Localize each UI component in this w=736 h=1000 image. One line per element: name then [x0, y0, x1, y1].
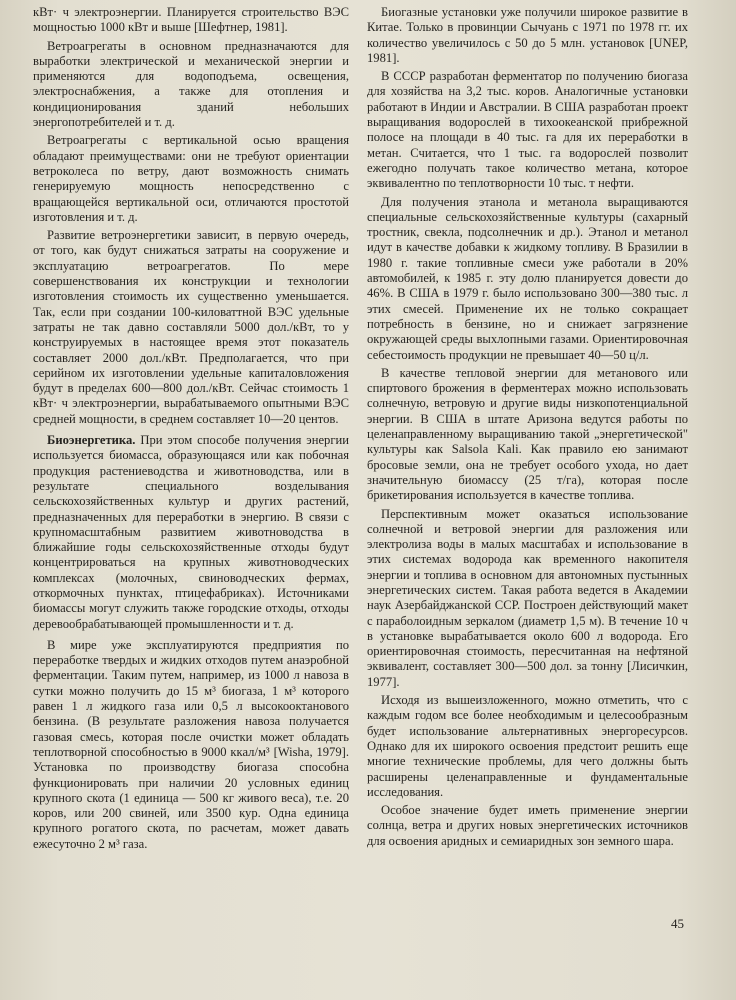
- paragraph-ussr-fermenter: В СССР разработан ферментатор по получению биогаза для хозяйства на 3,2 тыс. коров. Аналогичные установки работают в Индии и Австралии. В США разработан проект выращивания водорослей в тихоокеанской прибрежной полосе на площади в 40 тыс. га для их переработки в метан. Считается, что 1 тыс. га водорослей позволит ежегодно получать такое количество метана, которое эквивалентно по теплотворности 10 тыс. т нефти.: [367, 69, 688, 191]
- left-column: [33, 5, 349, 855]
- paragraph-arid-zones: Особое значение будет иметь применение энергии солнца, ветра и других новых энергетических источников для освоения аридных и семиаридных зон земного шара.: [367, 803, 688, 848]
- paragraph-bioenergy: [33, 433, 349, 632]
- page-number: 45: [671, 916, 684, 931]
- paragraph-hydrogen-storage: Перспективным может оказаться использование солнечной и ветровой энергии для разложения или электролиза воды в малых масштабах и использование в этих системах водорода как временного накопителя энергии и топлива в основном для автономных пустынных энергетических систем. Такая работа ведется в Академии наук Азербайджанской ССР. Построен действующий макет с параболоидным зеркалом (диаметр 1,5 м). В течение 10 ч в установке вырабатывается около 600 л водорода. Его ориентировочная стоимость, пересчитанная на нефтяной эквивалент, составляет 300—500 дол. за тонну [Лисичкин, 1977].: [367, 506, 688, 689]
- paragraph-thermal-energy-fermentation: В качестве тепловой энергии для метанового или спиртового брожения в ферментерах можно использовать солнечную, ветровую и другие виды низкопотенциальной энергии. В США в штате Аризона ведутся работы по целенаправленному выращиванию такой „энергетической" культуры как Salsola Kali. Как правило ею занимают бросовые земли, она не требует особого ухода, но дает значительную биомассу (25 т/га), которая после брикетирования используется в качестве топлива.: [367, 365, 688, 503]
- paragraph-wind-plants-continued: кВт· ч электроэнергии. Планируется строительство ВЭС мощностью 1000 кВт и выше [Шефтнер, 1981].: [33, 5, 349, 35]
- paragraph-wind-turbine-uses: Ветроагрегаты в основном предназначаются для выработки электрической и механической энергии и применяются для водоподъема, освещения, электроснабжения, а также для отопления и кондиционирования зданий небольших энергопотребителей и т. д.: [33, 38, 349, 130]
- paragraph-wind-energy-costs: Развитие ветроэнергетики зависит, в первую очередь, от того, как будут снижаться затраты на сооружение и эксплуатацию ветроагрегатов. По мере совершенствования их конструкции и технологии изготовления стоимость их существенно уменьшается. Так, если при создании 100-киловаттной ВЭС удельные затраты не так давно составляли 5000 дол./кВт, то у конструируемых в настоящее время этот показатель составляет 2000 дол./кВт. Предполагается, что при серийном их изготовлении удельные капиталовложения будут в пределах 600—800 дол./кВт. Сейчас стоимость 1 кВт· ч электроэнергии, вырабатываемого опытными ВЭС средней мощности, в среднем составляет 10—20 центов.: [33, 228, 349, 426]
- paragraph-conclusion: Исходя из вышеизложенного, можно отметить, что с каждым годом все более необходимым и целесообразным будет использование альтернативных энергоресурсов. Однако для их широкого освоения предстоит решить еще многие технические проблемы, для чего должны быть расширены целенаправленные и фундаментальные исследования.: [367, 693, 688, 799]
- paragraph-biogas-china: Биогазные установки уже получили широкое развитие в Китае. Только в провинции Сычуань с 1971 по 1978 гг. их количество увеличилось с 50 до 5 млн. установок [UNEP, 1981].: [367, 5, 688, 65]
- paragraph-ethanol-methanol: Для получения этанола и метанола выращиваются специальные сельскохозяйственные культуры (сахарный тростник, свекла, подсолнечник и др.). Этанол и метанол идут в качестве добавки к жидкому топливу. В Бразилии в 1980 г. такие топливные смеси уже работали в 20% автомобилей, к 1985 г. эту долю планируется довести до 46%. В США в 1979 г. было использовано 300—380 тыс. л этих смесей. Применение их не только сокращает потребность в бензине, но и снижает загрязнение окружающей среды выхлопными газами. Ориентировочная себестоимость продукции не превышает 40—50 ц/л.: [367, 194, 688, 362]
- paragraph-anaerobic-fermentation: В мире уже эксплуатируются предприятия по переработке твердых и жидких отходов путем анаэробной ферментации. Таким путем, например, из 1000 л навоза в сутки можно получить до 15 м³ биогаза, 1 м³ которого равен 1 л жидкого газа или 0,5 л высокооктанового бензина. (В результате разложения навоза получается газовая смесь, которая после очистки может обладать теплотворной способностью в 9000 ккал/м³ [Wisha, 1979]. Установка по производству биогаза способна функционировать при наличии 20 условных единиц крупного скота (1 единица — 500 кг живого веса), т.е. 20 коров, или 200 свиней, или 3500 кур. Одна единица крупного рогатого скота, по расчетам, может давать ежесуточно 2 м³ газа.: [33, 637, 349, 851]
- paragraph-vertical-axis-turbines: Ветроагрегаты с вертикальной осью вращения обладают преимуществами: они не требуют ориентации ветроколеса по ветру, дают возможность снимать генерируемую мощность непосредственно с вращающейся вертикальной оси, отличаются простотой изготовления и т. д.: [33, 133, 349, 224]
- bioenergy-text: При этом способе получения энергии используется биомасса, образующаяся или как побочная продукция растениеводства и животноводства, или в результате специального возделывания сельскохозяйственных культур и других растений, предназначенных для переработки в энергию. В связи с крупномасштабным развитием животноводства в ближайшие годы сельскохозяйственные отходы будут концентрироваться на крупных животноводческих комплексах (молочных, свиноводческих фермах, откормочных пунктах, птицефабриках). Источниками биомассы могут служить также городские отходы, отходы деревообрабатывающей промышленности и т. д.: [33, 433, 349, 631]
- bioenergy-heading: Биоэнергетика.: [47, 433, 136, 448]
- right-column: [367, 5, 688, 852]
